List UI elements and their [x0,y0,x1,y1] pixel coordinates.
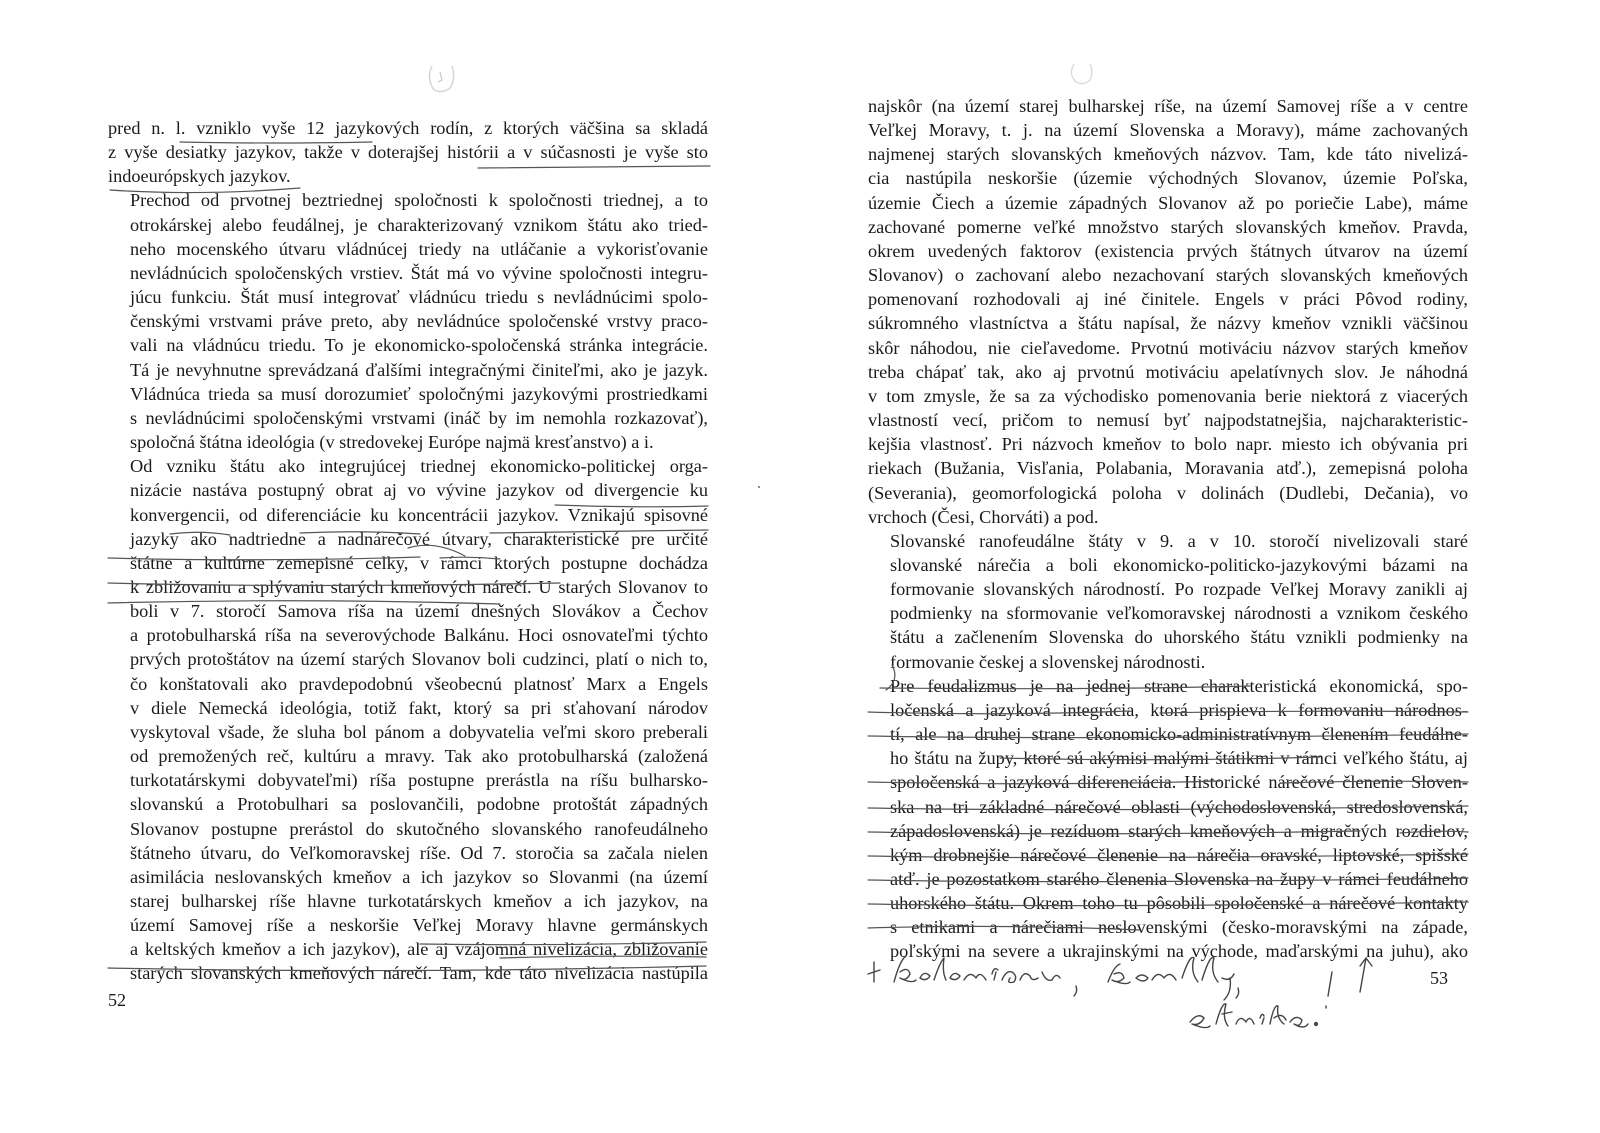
paragraph [108,116,708,188]
text-line: okrem uvedených faktorov (existencia prvých štátnych útvarov na území [868,240,1468,261]
text-line: indoeurópskych jazykov. [108,166,291,187]
text-line: od premožených reč, kultúru a mravy. Tak ako protobulharská (založená [130,746,708,767]
text-line: a keltských kmeňov a ich jazykov), ale aj vzájomná nivelizácia, zbližovanie [130,939,708,960]
text-line: konvergencii, od diferenciácie ku koncentrácii jazykov. Vznikajú spisovné [130,504,708,525]
text-line: území Samovej ríše a neskoršie Veľkej Moravy hlavne germánskych [130,915,708,936]
text-line: s nevládnúcimi spoločenskými vrstvami (ináč by im nemohla rozkazovať), [130,407,708,428]
text-line: súkromného vlastníctva a štátu napísal, že názvy kmeňov vznikli väčšinou [868,313,1468,334]
text-line: poľskými na severe a ukrajinskými na východe, maďarskými na juhu), ako [890,941,1468,962]
text-line: otrokárskej alebo feudálnej, je charakterizovaný vznikom štátu ako tried- [130,214,708,235]
handwritten-note [860,952,1480,1052]
text-line: štátneho útvaru, do Veľkomoravskej ríše. Od 7. storočia sa začala nielen [130,842,708,863]
text-line: v tom zmysle, že sa za východisko pomenovania berie niektorá z viacerých [868,385,1468,406]
text-line: Pre feudalizmus je na jednej strane charakteristická ekonomická, spo- [890,675,1468,696]
page-number: 53 [1430,968,1448,988]
text-line: kejšia vlastnosť. Pri názvoch kmeňov to bolo napr. miesto ich obývania pri [868,434,1468,455]
text-line: starých slovanských kmeňových nárečí. Tam, kde táto nivelizácia nastúpila [130,963,708,984]
page-top-mark-icon [1062,58,1102,88]
text-line: vlastností vecí, pričom to nemusí byť najpodstatnejšia, najcharakteristic- [868,410,1468,431]
text-line: Prechod od prvotnej beztriednej spoločnosti k spoločnosti triednej, a to [130,190,708,211]
text-line: najmenej starých slovanských kmeňových názvov. Tam, kde táto nivelizá- [868,144,1468,165]
text-line: júcu funkciu. Štát musí integrovať vládnúcu triedu s nevládnúcimi spolo- [130,287,708,308]
paragraph [868,94,1468,529]
text-line: neho mocenského útvaru vládnúcej triedy na utláčanie a vykorisťovanie [130,238,708,259]
paragraph [868,674,1468,964]
text-line: podmienky na sformovanie veľkomoravskej národnosti a vznikom českého [890,603,1468,624]
text-line: k zbližovaniu a splývaniu starých kmeňových nárečí. U starých Slovanov to [130,576,708,597]
text-line: Vládnúca trieda sa musí dorozumieť spoločnými jazykovými prostriedkami [130,383,708,404]
text-line: nizácie nastáva postupný obrat aj vo vývine jazykov od divergencie ku [130,480,708,501]
text-line: pomenovaní rozhodovali aj iné činitele. Engels v práci Pôvod rodiny, [868,289,1468,310]
speck [758,486,760,488]
text-line: čenskými vrstvami práve preto, aby nevládnúce spoločenské vrstvy praco- [130,311,708,332]
text-line: jazyky ako nadtriedne a nadnárečové útvary, charakteristické pre určité [130,528,708,549]
text-line: Slovanské ranofeudálne štáty v 9. a v 10. storočí nivelizovali staré [890,530,1468,551]
text-line: Tá je nevyhnutne sprevádzaná ďalšími integračnými činiteľmi, ako je jazyk. [130,359,708,380]
text-line: prvých protoštátov na území starých Slovanov boli cudzinci, platí o nich to, [130,649,708,670]
text-line: spoločenská a jazyková diferenciácia. Historické nárečové členenie Sloven- [890,772,1468,793]
text-line: Od vzniku štátu ako integrujúcej triednej ekonomicko-politickej orga- [130,456,708,477]
left-page-text [108,116,708,986]
text-line: z vyše desiatky jazykov, takže v doterajšej histórii a v súčasnosti je vyše sto [108,142,708,163]
text-line: v diele Nemecká ideológia, totiž fakt, ktorý sa pri sťahovaní národov [130,697,708,718]
text-line: pred n. l. vzniklo vyše 12 jazykových rodín, z ktorých väčšina sa skladá [108,118,708,138]
text-line: (Severania), geomorfologická poloha v dolinách (Dudlebi, Dečania), vo [868,482,1468,503]
text-line: západoslovenská) je rezíduom starých kmeňových a migračných rozdielov, [890,820,1468,841]
text-line: vali na vládnúcu triedu. To je ekonomicko-spoločenská stránka integrácie. [130,335,708,356]
text-line: Veľkej Moravy, t. j. na území Slovenska a Moravy), máme zachovaných [868,120,1468,141]
text-line: tí, ale na druhej strane ekonomicko-administratívnym členením feudálne- [890,724,1468,745]
text-line: cia nastúpila neskoršie (územie východných Slovanov, územie Poľska, [868,168,1468,189]
text-line: ločenská a jazyková integrácia, ktorá prispieva k formovaniu národnos- [890,699,1468,720]
text-line: nevládnúcich spoločenských vrstiev. Štát má vo vývine spoločnosti integru- [130,262,708,283]
page-number: 52 [108,990,126,1010]
text-line: a protobulharská ríša na severovýchode Balkánu. Hoci osnovateľmi týchto [130,625,708,646]
text-line: zachované pomerne veľké množstvo starých slovanských kmeňov. Pravda, [868,216,1468,237]
text-line: kým drobnejšie nárečové členenie na nárečia oravské, liptovské, spišské [890,844,1468,865]
text-line: ska na tri základné nárečové oblasti (východoslovenská, stredoslovenská, [890,796,1468,817]
text-line: územie Čiech a územie západných Slovanov až po poriečie Labe), máme [868,192,1468,213]
text-line: riekach (Bužania, Visľania, Polabania, Moravania atď.), zemepisná poloha [868,458,1468,479]
text-line: ho štátu na župy, ktoré sú akýmisi malými štátikmi v rámci veľkého štátu, aj [890,748,1468,769]
paragraph [108,188,708,454]
text-line: uhorského štátu. Okrem toho tu pôsobili spoločenské a nárečové kontakty [890,893,1468,914]
text-line: formovanie českej a slovenskej národnosti. [890,651,1206,672]
text-line: atď. je pozostatkom starého členenia Slovenska na župy v rámci feudálneho [890,869,1468,889]
text-line: Slovanov postupne prerástol do skutočného slovanského ranofeudálneho [130,818,708,839]
page-top-mark-icon [418,58,464,98]
text-line: asimilácia neslovanských kmeňov a ich jazykov so Slovanmi (na území [130,866,708,887]
paragraph [868,529,1468,674]
text-line: s etnikami a nárečiami neslovenskými (česko-moravskými na západe, [890,917,1468,938]
text-line: spoločná štátna ideológia (v stredovekej Európe najmä kresťanstvo) a i. [130,432,654,453]
text-line: turkotatárskymi dobyvateľmi) ríša postupne prerástla na ríšu bulharsko- [130,770,708,791]
text-line: skôr náhodou, nie cieľavedome. Prvotnú motiváciu názvov starých kmeňov [868,337,1468,358]
text-line: štátne a kultúrne zemepisné celky, v rámci ktorých postupne dochádza [130,552,708,573]
paragraph [108,454,708,985]
text-line: štátu a začlenením Slovenska do uhorského štátu vznikli podmienky na [890,627,1468,648]
text-line: čo konštatovali ako pravdepodobnú všeobecnú platnosť Marx a Engels [130,673,708,694]
text-line: starej bulharskej ríše hlavne turkotatárskych kmeňov a ich jazykov, na [130,891,708,911]
text-line: vyskytoval všade, že sluha bol pánom a dobyvatelia veľmi skoro preberali [130,721,708,742]
text-line: najskôr (na území starej bulharskej ríše, na území Samovej ríše a v centre [868,96,1468,116]
right-page [800,0,1600,1133]
text-line: slovanské nárečia a boli ekonomicko-politicko-jazykovými bázami na [890,554,1468,575]
text-line: slovanskú a Protobulhari sa poslovančili, podobne protoštát západných [130,794,708,815]
text-line: formovanie slovanských národností. Po rozpade Veľkej Moravy zanikli aj [890,579,1468,600]
text-line: boli v 7. storočí Samova ríša na území dnešných Slovákov a Čechov [130,601,708,622]
text-line: vrchoch (Česi, Chorváti) a pod. [868,506,1099,527]
text-line: treba chápať tak, ako aj prvotnú motiváciu apelatívnych slov. Je náhodná [868,361,1468,382]
text-line: Slovanov) o zachovaní alebo nezachovaní starých slovanských kmeňových [868,265,1468,286]
right-page-text [868,94,1468,964]
